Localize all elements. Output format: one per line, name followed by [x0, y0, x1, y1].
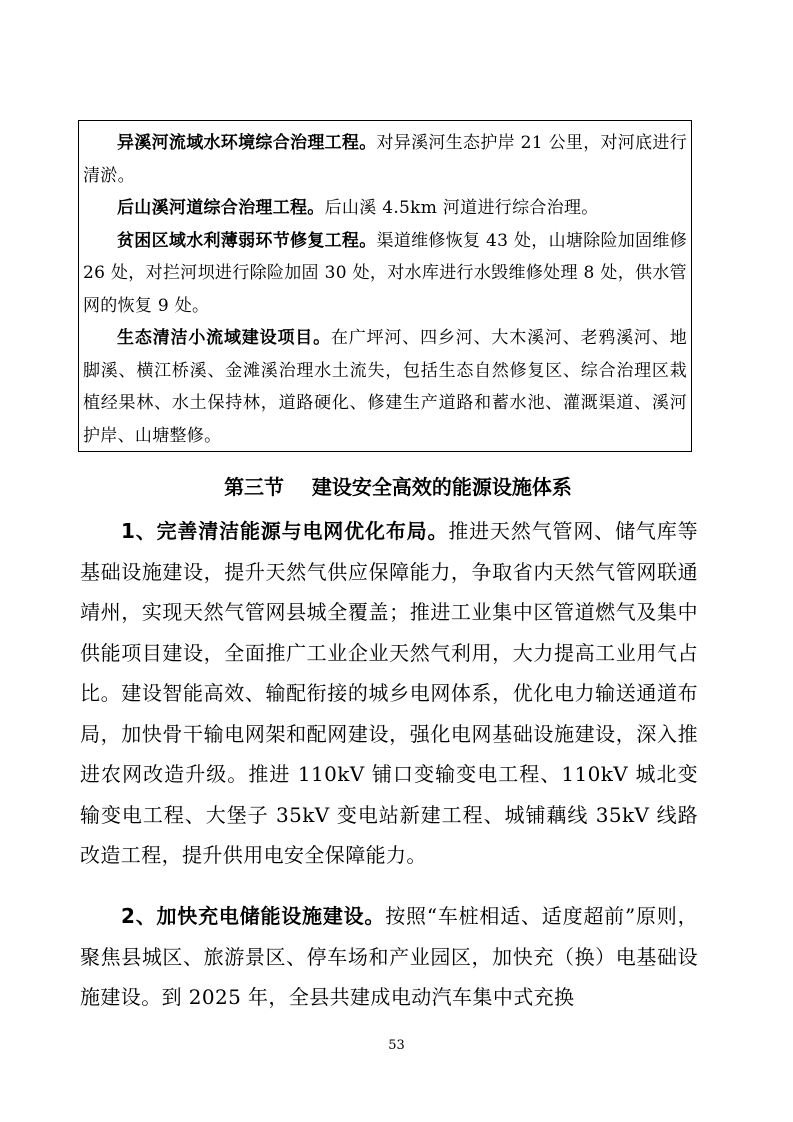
box-paragraph — [83, 225, 687, 323]
body-paragraph-heading: 1、完善清洁能源与电网优化布局。 — [121, 519, 449, 543]
box-paragraph-text: 后山溪 4.5km 河道进行综合治理。 — [324, 198, 599, 218]
page-number: 53 — [388, 1038, 405, 1053]
box-paragraph-heading: 贫困区域水利薄弱环节修复工程。 — [117, 230, 377, 251]
body-paragraph-text: 推进天然气管网、储气库等基础设施建设，提升天然气供应保障能力，争取省内天然气管网联通靖州，实现天然气管网县城全覆盖；推进工业集中区管道燃气及集中供能项目建设，全面推广工业企业天然气利用，大力提高工业用气占比。建设智能高效、输配衔接的城乡电网体系，优化电力输送通道布局，加快骨干输电网架和配网建设，强化电网基础设施建设，深入推进农网改造升级。推进 110kV 铺口变输变电工程、110kV 城北变输变电工程、大堡子 35kV 变电站新建工程、城铺藕线 35kV 线路改造工程，提升供用电安全保障能力。 — [80, 519, 698, 867]
box-paragraph-text: 渠道维修恢复 43 处，山塘除险加固维修 26 处，对拦河坝进行除险加固 30 处，对水库进行水毁维修处理 8 处，供水管网的恢复 9 处。 — [83, 230, 687, 316]
body-paragraph — [80, 511, 698, 876]
box-paragraph-text: 在广坪河、四乡河、大木溪河、老鸦溪河、地脚溪、横江桥溪、金滩溪治理水土流失，包括生态自然修复区、综合治理区栽植经果林、水土保持林，道路硬化、修建生产道路和蓄水池、灌溉渠道、溪河护岸、山塘整修。 — [83, 328, 687, 446]
box-paragraph — [83, 127, 687, 192]
body-paragraph-heading: 2、加快充电储能设施建设。 — [121, 904, 386, 928]
body-paragraph-text: 按照“车桩相适、适度超前”原则，聚焦县城区、旅游景区、停车场和产业园区，加快充（换）电基础设施建设。到 2025 年，全县共建成电动汽车集中式充换 — [80, 904, 698, 1009]
box-paragraph-text: 对异溪河生态护岸 21 公里，对河底进行清淤。 — [83, 133, 687, 186]
box-paragraph-heading: 异溪河流域水环境综合治理工程。 — [117, 133, 377, 153]
box-paragraph-heading: 后山溪河道综合治理工程。 — [117, 198, 325, 218]
box-paragraph — [83, 192, 687, 225]
body-paragraph — [80, 896, 698, 1018]
box-paragraph-heading: 生态清洁小流域建设项目。 — [117, 328, 331, 348]
project-list-box — [78, 120, 692, 452]
box-paragraph — [83, 322, 687, 452]
section-title: 第三节 建设安全高效的能源设施体系 — [224, 475, 572, 499]
